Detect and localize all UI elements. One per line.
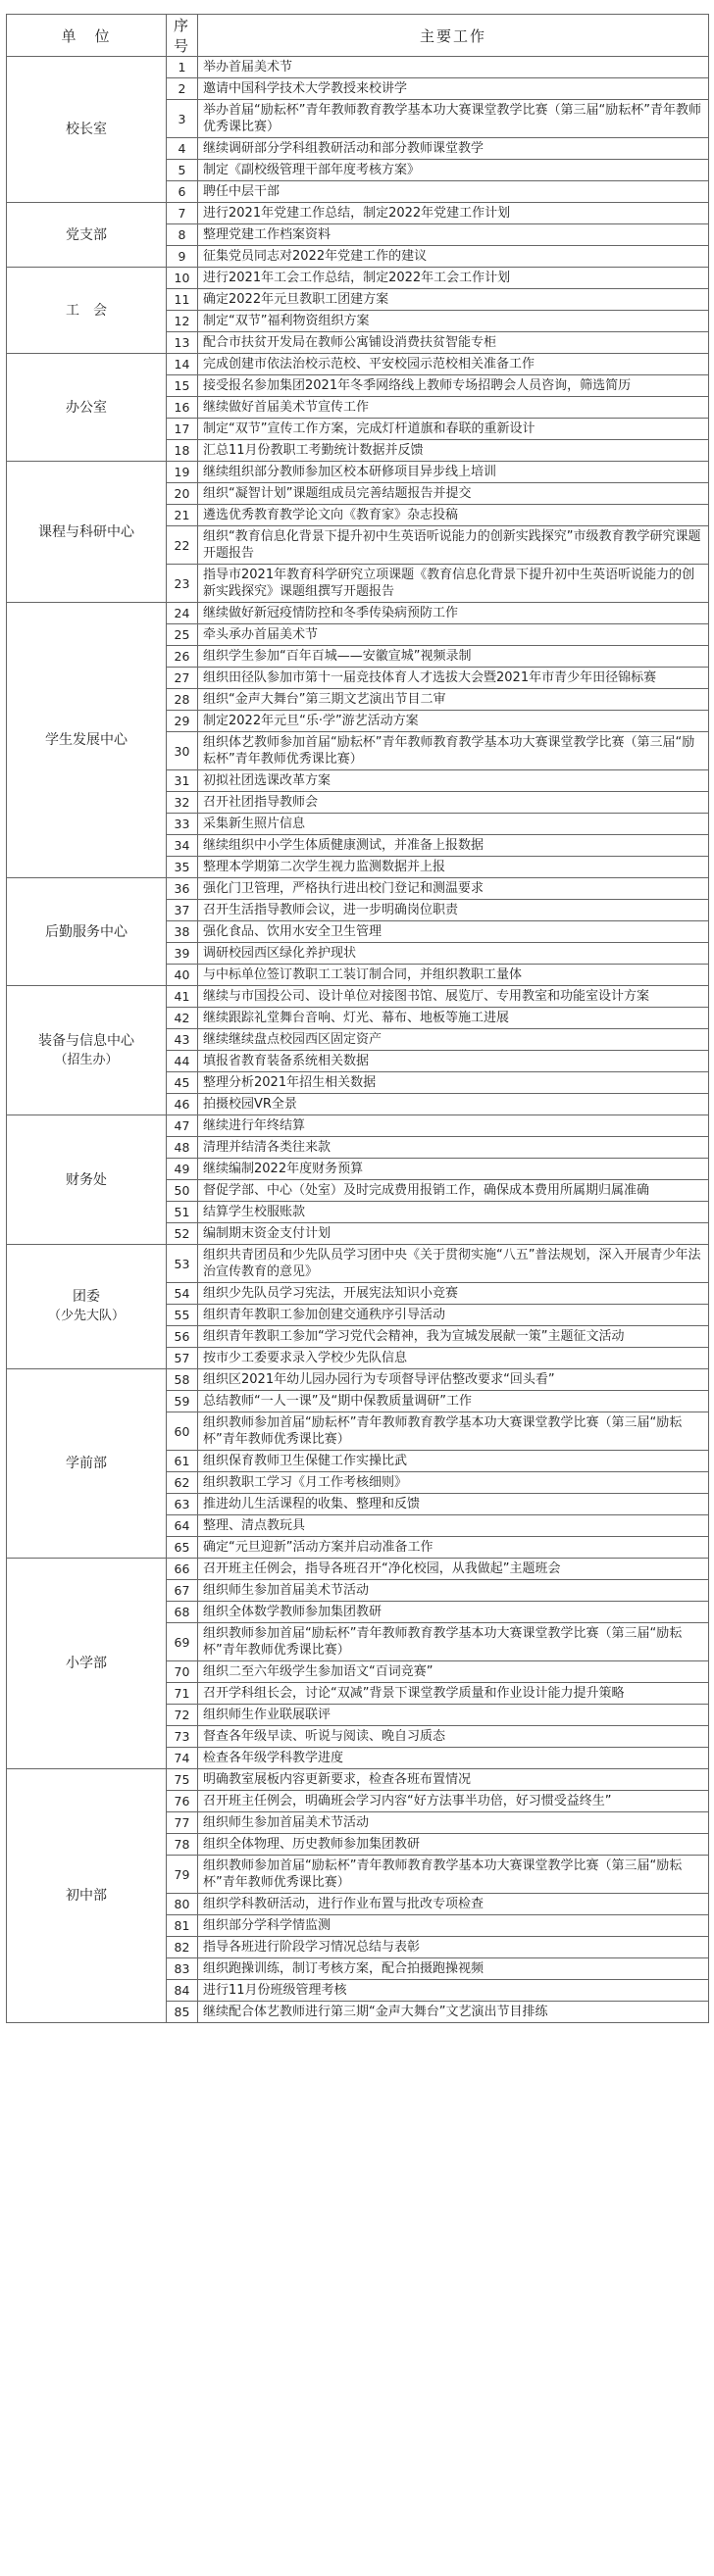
row-number: 68 — [167, 1602, 198, 1623]
work-plan-sheet — [6, 14, 708, 2023]
work-item: 进行11月份班级管理考核 — [198, 1980, 709, 2002]
row-number: 43 — [167, 1029, 198, 1051]
work-item: 确定2022年元旦教职工团建方案 — [198, 289, 709, 311]
work-item: 督查各年级早读、听说与阅读、晚自习质态 — [198, 1726, 709, 1748]
work-item: 组织“教育信息化背景下提升初中生英语听说能力的创新实践探究”市级教育教学研究课题开题报告 — [198, 526, 709, 565]
work-item: 召开班主任例会，明确班会学习内容“好方法事半功倍，好习惯受益终生” — [198, 1791, 709, 1812]
table-row — [7, 268, 709, 289]
table-row — [7, 603, 709, 624]
dept-cell — [7, 1115, 167, 1245]
table-row — [7, 57, 709, 78]
row-number: 3 — [167, 100, 198, 138]
row-number: 61 — [167, 1451, 198, 1472]
work-item: 与中标单位签订教职工工装订制合同，并组织教职工量体 — [198, 965, 709, 986]
work-item: 组织跑操训练，制订考核方案，配合拍摄跑操视频 — [198, 1958, 709, 1980]
row-number: 4 — [167, 138, 198, 160]
work-item: 继续进行年终结算 — [198, 1115, 709, 1137]
dept-cell — [7, 1559, 167, 1769]
dept-cell — [7, 603, 167, 878]
row-number: 9 — [167, 246, 198, 268]
row-number: 81 — [167, 1915, 198, 1937]
work-item: 清理并结清各类往来款 — [198, 1137, 709, 1159]
row-number: 63 — [167, 1494, 198, 1515]
row-number: 31 — [167, 770, 198, 792]
work-item: 组织田径队参加市第十一届竞技体育人才选拔大会暨2021年市青少年田径锦标赛 — [198, 668, 709, 689]
row-number: 52 — [167, 1223, 198, 1245]
row-number: 23 — [167, 565, 198, 603]
work-item: 组织教师参加首届“励耘杯”青年教师教育教学基本功大赛课堂教学比赛（第三届“励耘杯”青年教师优秀课比赛） — [198, 1856, 709, 1894]
row-number: 35 — [167, 857, 198, 878]
work-item: 进行2021年工会工作总结，制定2022年工会工作计划 — [198, 268, 709, 289]
work-item: 组织学科教研活动，进行作业布置与批改专项检查 — [198, 1894, 709, 1915]
table-row — [7, 986, 709, 1008]
dept-name: 团委 — [73, 1289, 100, 1305]
row-number: 84 — [167, 1980, 198, 2002]
row-number: 7 — [167, 203, 198, 224]
row-number: 76 — [167, 1791, 198, 1812]
work-item: 继续组织中小学生体质健康测试，并准备上报数据 — [198, 835, 709, 857]
work-item: 召开班主任例会，指导各班召开“净化校园，从我做起”主题班会 — [198, 1559, 709, 1580]
row-number: 36 — [167, 878, 198, 900]
work-item: 汇总11月份教职工考勤统计数据并反馈 — [198, 440, 709, 462]
work-item: 举办首届“励耘杯”青年教师教育教学基本功大赛课堂教学比赛（第三届“励耘杯”青年教师优秀课比赛） — [198, 100, 709, 138]
work-item: 组织全体数学教师参加集团教研 — [198, 1602, 709, 1623]
row-number: 18 — [167, 440, 198, 462]
dept-name: 工 会 — [66, 302, 107, 319]
row-number: 59 — [167, 1391, 198, 1412]
row-number: 51 — [167, 1202, 198, 1223]
header-num: 序号 — [167, 15, 198, 57]
dept-name: 小学部 — [66, 1656, 107, 1671]
row-number: 1 — [167, 57, 198, 78]
header-dept: 单 位 — [7, 15, 167, 57]
dept-name: 学生发展中心 — [45, 732, 128, 748]
header-row — [7, 15, 709, 57]
work-item: 举办首届美术节 — [198, 57, 709, 78]
dept-cell — [7, 462, 167, 603]
row-number: 72 — [167, 1705, 198, 1726]
row-number: 34 — [167, 835, 198, 857]
work-item: 继续与市国投公司、设计单位对接图书馆、展览厅、专用教室和功能室设计方案 — [198, 986, 709, 1008]
table-row — [7, 878, 709, 900]
row-number: 83 — [167, 1958, 198, 1980]
dept-name: 初中部 — [66, 1888, 107, 1904]
work-item: 强化食品、饮用水安全卫生管理 — [198, 921, 709, 943]
row-number: 5 — [167, 160, 198, 181]
row-number: 26 — [167, 646, 198, 668]
row-number: 30 — [167, 732, 198, 770]
table-row — [7, 1115, 709, 1137]
work-item: 督促学部、中心（处室）及时完成费用报销工作，确保成本费用所属期归属准确 — [198, 1180, 709, 1202]
row-number: 66 — [167, 1559, 198, 1580]
work-item: 填报省教育装备系统相关数据 — [198, 1051, 709, 1072]
work-item: 征集党员同志对2022年党建工作的建议 — [198, 246, 709, 268]
work-item: 继续跟踪礼堂舞台音响、灯光、幕布、地板等施工进展 — [198, 1008, 709, 1029]
row-number: 85 — [167, 2002, 198, 2023]
row-number: 71 — [167, 1683, 198, 1705]
row-number: 70 — [167, 1661, 198, 1683]
dept-cell — [7, 57, 167, 203]
row-number: 65 — [167, 1537, 198, 1559]
work-item: 接受报名参加集团2021年冬季网络线上教师专场招聘会人员咨询，筛选简历 — [198, 375, 709, 397]
work-item: 制定“双节”福利物资组织方案 — [198, 311, 709, 332]
work-item: 组织教职工学习《月工作考核细则》 — [198, 1472, 709, 1494]
row-number: 64 — [167, 1515, 198, 1537]
work-item: 整理党建工作档案资料 — [198, 224, 709, 246]
dept-name: 财务处 — [66, 1171, 107, 1188]
work-item: 遴选优秀教育教学论文向《教育家》杂志投稿 — [198, 505, 709, 526]
row-number: 33 — [167, 814, 198, 835]
row-number: 6 — [167, 181, 198, 203]
work-item: 组织青年教职工参加“学习党代会精神，我为宣城发展献一策”主题征文活动 — [198, 1326, 709, 1348]
work-item: 整理本学期第二次学生视力监测数据并上报 — [198, 857, 709, 878]
work-item: 组织师生参加首届美术节活动 — [198, 1812, 709, 1834]
work-item: 初拟社团选课改革方案 — [198, 770, 709, 792]
work-plan-table — [6, 14, 709, 2023]
work-item: 组织共青团员和少先队员学习团中央《关于贯彻实施“八五”普法规划，深入开展青少年法治宣传教育的意见》 — [198, 1245, 709, 1283]
row-number: 22 — [167, 526, 198, 565]
work-item: 牵头承办首届美术节 — [198, 624, 709, 646]
row-number: 69 — [167, 1623, 198, 1661]
work-item: 组织保育教师卫生保健工作实操比武 — [198, 1451, 709, 1472]
work-item: 指导各班进行阶段学习情况总结与表彰 — [198, 1937, 709, 1958]
row-number: 24 — [167, 603, 198, 624]
work-item: 组织“金声大舞台”第三期文艺演出节目二审 — [198, 689, 709, 711]
table-row — [7, 1559, 709, 1580]
dept-name: 校长室 — [66, 122, 107, 137]
table-row — [7, 1245, 709, 1283]
dept-cell — [7, 268, 167, 354]
row-number: 16 — [167, 397, 198, 419]
work-item: 制定《副校级管理干部年度考核方案》 — [198, 160, 709, 181]
work-item: 继续调研部分学科组教研活动和部分教师课堂教学 — [198, 138, 709, 160]
work-item: 制定“双节”宣传工作方案，完成灯杆道旗和春联的重新设计 — [198, 419, 709, 440]
row-number: 41 — [167, 986, 198, 1008]
dept-name: 学前部 — [66, 1456, 107, 1471]
dept-name: 课程与科研中心 — [38, 523, 134, 540]
row-number: 13 — [167, 332, 198, 354]
work-item: 采集新生照片信息 — [198, 814, 709, 835]
dept-name: 后勤服务中心 — [45, 923, 128, 940]
row-number: 46 — [167, 1094, 198, 1115]
work-item: 检查各年级学科教学进度 — [198, 1748, 709, 1769]
row-number: 10 — [167, 268, 198, 289]
table-row — [7, 1369, 709, 1391]
work-item: 继续继续盘点校园西区固定资产 — [198, 1029, 709, 1051]
header-work: 主要工作 — [198, 15, 709, 57]
work-item: 召开学科组长会，讨论“双减”背景下课堂教学质量和作业设计能力提升策略 — [198, 1683, 709, 1705]
work-item: 继续编制2022年度财务预算 — [198, 1159, 709, 1180]
work-item: 继续做好首届美术节宣传工作 — [198, 397, 709, 419]
dept-cell — [7, 986, 167, 1115]
row-number: 15 — [167, 375, 198, 397]
row-number: 17 — [167, 419, 198, 440]
row-number: 48 — [167, 1137, 198, 1159]
dept-cell — [7, 354, 167, 462]
dept-cell — [7, 1769, 167, 2023]
row-number: 57 — [167, 1348, 198, 1369]
row-number: 78 — [167, 1834, 198, 1856]
work-item: 组织师生参加首届美术节活动 — [198, 1580, 709, 1602]
row-number: 54 — [167, 1283, 198, 1305]
row-number: 49 — [167, 1159, 198, 1180]
row-number: 79 — [167, 1856, 198, 1894]
work-item: 继续配合体艺教师进行第三期“金声大舞台”文艺演出节目排练 — [198, 2002, 709, 2023]
work-item: 组织教师参加首届“励耘杯”青年教师教育教学基本功大赛课堂教学比赛（第三届“励耘杯”青年教师优秀课比赛） — [198, 1412, 709, 1451]
row-number: 11 — [167, 289, 198, 311]
work-item: 继续做好新冠疫情防控和冬季传染病预防工作 — [198, 603, 709, 624]
table-row — [7, 462, 709, 483]
work-item: 聘任中层干部 — [198, 181, 709, 203]
work-item: 组织青年教职工参加创建交通秩序引导活动 — [198, 1305, 709, 1326]
table-body — [7, 57, 709, 2023]
work-item: 确定“元旦迎新”活动方案并启动准备工作 — [198, 1537, 709, 1559]
work-item: 进行2021年党建工作总结，制定2022年党建工作计划 — [198, 203, 709, 224]
work-item: 完成创建市依法治校示范校、平安校园示范校相关准备工作 — [198, 354, 709, 375]
work-item: 拍摄校园VR全景 — [198, 1094, 709, 1115]
dept-cell — [7, 1245, 167, 1369]
work-item: 组织二至六年级学生参加语文“百词竞赛” — [198, 1661, 709, 1683]
row-number: 77 — [167, 1812, 198, 1834]
work-item: 组织师生作业联展联评 — [198, 1705, 709, 1726]
dept-cell — [7, 878, 167, 986]
row-number: 82 — [167, 1937, 198, 1958]
row-number: 12 — [167, 311, 198, 332]
row-number: 67 — [167, 1580, 198, 1602]
work-item: 组织少先队员学习宪法，开展宪法知识小竞赛 — [198, 1283, 709, 1305]
work-item: 推进幼儿生活课程的收集、整理和反馈 — [198, 1494, 709, 1515]
row-number: 45 — [167, 1072, 198, 1094]
row-number: 29 — [167, 711, 198, 732]
work-item: 强化门卫管理，严格执行进出校门登记和测温要求 — [198, 878, 709, 900]
work-item: 组织教师参加首届“励耘杯”青年教师教育教学基本功大赛课堂教学比赛（第三届“励耘杯”青年教师优秀课比赛） — [198, 1623, 709, 1661]
row-number: 38 — [167, 921, 198, 943]
row-number: 55 — [167, 1305, 198, 1326]
row-number: 19 — [167, 462, 198, 483]
row-number: 20 — [167, 483, 198, 505]
row-number: 37 — [167, 900, 198, 921]
work-item: 召开生活指导教师会议，进一步明确岗位职责 — [198, 900, 709, 921]
table-row — [7, 203, 709, 224]
row-number: 28 — [167, 689, 198, 711]
work-item: 制定2022年元旦“乐·学”游艺活动方案 — [198, 711, 709, 732]
dept-cell — [7, 1369, 167, 1559]
row-number: 75 — [167, 1769, 198, 1791]
row-number: 53 — [167, 1245, 198, 1283]
row-number: 50 — [167, 1180, 198, 1202]
dept-name: 办公室 — [66, 399, 107, 416]
work-item: 邀请中国科学技术大学教授来校讲学 — [198, 78, 709, 100]
dept-cell — [7, 203, 167, 268]
table-row — [7, 1769, 709, 1791]
row-number: 25 — [167, 624, 198, 646]
work-item: 组织体艺教师参加首届“励耘杯”青年教师教育教学基本功大赛课堂教学比赛（第三届“励耘杯”青年教师优秀课比赛） — [198, 732, 709, 770]
work-item: 召开社团指导教师会 — [198, 792, 709, 814]
row-number: 8 — [167, 224, 198, 246]
work-item: 明确教室展板内容更新要求，检查各班布置情况 — [198, 1769, 709, 1791]
work-item: 整理分析2021年招生相关数据 — [198, 1072, 709, 1094]
work-item: 组织部分学科学情监测 — [198, 1915, 709, 1937]
work-item: 编制期末资金支付计划 — [198, 1223, 709, 1245]
work-item: 总结教师“一人一课”及“期中保教质量调研”工作 — [198, 1391, 709, 1412]
row-number: 62 — [167, 1472, 198, 1494]
work-item: 按市少工委要求录入学校少先队信息 — [198, 1348, 709, 1369]
dept-subtitle: （招生办） — [54, 1052, 119, 1067]
row-number: 42 — [167, 1008, 198, 1029]
work-item: 调研校园西区绿化养护现状 — [198, 943, 709, 965]
row-number: 47 — [167, 1115, 198, 1137]
work-item: 组织学生参加“百年百城——安徽宣城”视频录制 — [198, 646, 709, 668]
work-item: 结算学生校服账款 — [198, 1202, 709, 1223]
work-item: 指导市2021年教育科学研究立项课题《教育信息化背景下提升初中生英语听说能力的创新实践探究》课题组撰写开题报告 — [198, 565, 709, 603]
work-item: 组织“凝智计划”课题组成员完善结题报告并提交 — [198, 483, 709, 505]
row-number: 14 — [167, 354, 198, 375]
row-number: 73 — [167, 1726, 198, 1748]
row-number: 74 — [167, 1748, 198, 1769]
row-number: 44 — [167, 1051, 198, 1072]
work-item: 组织区2021年幼儿园办园行为专项督导评估整改要求“回头看” — [198, 1369, 709, 1391]
row-number: 56 — [167, 1326, 198, 1348]
row-number: 39 — [167, 943, 198, 965]
row-number: 80 — [167, 1894, 198, 1915]
work-item: 配合市扶贫开发局在教师公寓铺设消费扶贫智能专柜 — [198, 332, 709, 354]
work-item: 整理、清点教玩具 — [198, 1515, 709, 1537]
row-number: 40 — [167, 965, 198, 986]
work-item: 组织全体物理、历史教师参加集团教研 — [198, 1834, 709, 1856]
row-number: 58 — [167, 1369, 198, 1391]
row-number: 60 — [167, 1412, 198, 1451]
row-number: 21 — [167, 505, 198, 526]
row-number: 32 — [167, 792, 198, 814]
dept-subtitle: （少先大队） — [47, 1309, 125, 1323]
dept-name: 装备与信息中心 — [38, 1032, 134, 1049]
row-number: 27 — [167, 668, 198, 689]
row-number: 2 — [167, 78, 198, 100]
table-row — [7, 354, 709, 375]
work-item: 继续组织部分教师参加区校本研修项目异步线上培训 — [198, 462, 709, 483]
dept-name: 党支部 — [66, 226, 107, 243]
